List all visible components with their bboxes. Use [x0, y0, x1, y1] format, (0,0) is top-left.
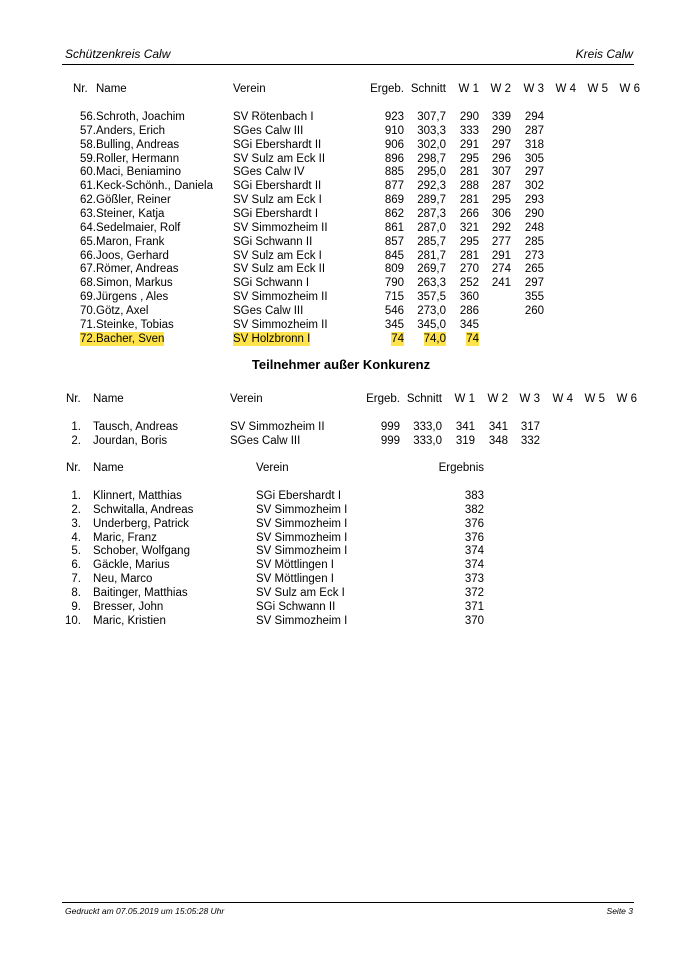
cell-nr: 10.	[65, 614, 81, 627]
header-title: Schützenkreis Calw	[65, 47, 171, 61]
column-header-w2: W 2	[487, 393, 508, 405]
cell-schnitt: 287,3	[417, 207, 446, 220]
cell-verein: SGi Ebershardt I	[256, 490, 342, 502]
cell-w1: 281	[459, 194, 479, 207]
cell-ergeb: 896	[384, 152, 404, 165]
cell-w3: 302	[524, 180, 544, 193]
cell-nr: 9.	[71, 600, 81, 613]
cell-w3: 332	[520, 435, 540, 447]
cell-w2: 241	[491, 277, 511, 290]
table-row	[0, 544, 682, 558]
table-row	[0, 152, 682, 166]
cell-ergeb: 790	[384, 277, 404, 290]
cell-nr: 4.	[71, 531, 81, 544]
cell-verein: SV Sulz am Eck II	[233, 152, 326, 165]
cell-verein: SV Sulz am Eck II	[233, 263, 326, 276]
cell-verein: SGes Calw III	[230, 435, 301, 447]
table-row	[0, 193, 682, 207]
cell-name: Underberg, Patrick	[93, 517, 189, 530]
cell-ergebnis: 376	[464, 517, 484, 530]
column-header-name: Name	[93, 462, 124, 474]
cell-name: Römer, Andreas	[96, 263, 179, 276]
cell-w1: 333	[459, 124, 479, 137]
cell-schnitt: 269,7	[417, 263, 446, 276]
cell-w2: 307	[491, 166, 511, 179]
cell-verein: SV Simmozheim I	[256, 503, 348, 516]
cell-w2: 290	[491, 124, 511, 137]
table-row	[0, 503, 682, 517]
table-row	[0, 221, 682, 235]
cell-name: Schroth, Joachim	[96, 111, 185, 123]
cell-name: Steiner, Katja	[96, 207, 165, 220]
table-row	[0, 614, 682, 628]
cell-name: Roller, Hermann	[96, 152, 180, 165]
section-title: Teilnehmer außer Konkurenz	[251, 357, 431, 372]
cell-verein: SGi Schwann II	[233, 235, 313, 248]
cell-schnitt: 289,7	[417, 194, 446, 207]
table-row	[0, 586, 682, 600]
cell-name: Sedelmaier, Rolf	[96, 221, 181, 234]
column-header-nr: Nr.	[66, 462, 81, 474]
cell-verein: SV Simmozheim II	[233, 291, 328, 304]
column-header-w3: W 3	[523, 83, 544, 95]
cell-name: Götz, Axel	[96, 304, 149, 317]
cell-w1: 288	[459, 180, 479, 193]
cell-w3: 285	[524, 235, 544, 248]
column-header-verein: Verein	[230, 393, 263, 405]
column-header-nr: Nr.	[73, 83, 88, 95]
cell-w2: 277	[491, 235, 511, 248]
cell-verein: SGi Ebershardt I	[233, 207, 319, 220]
column-header-verein: Verein	[256, 462, 289, 474]
column-header-schnitt: Schnitt	[410, 83, 446, 95]
cell-w3: 293	[524, 194, 544, 207]
cell-ergeb: 999	[380, 421, 400, 433]
cell-nr: 6.	[71, 559, 81, 572]
cell-verein: SGi Schwann II	[256, 600, 336, 613]
cell-w3: 260	[524, 304, 544, 317]
table-row	[0, 318, 682, 332]
cell-w2: 297	[491, 138, 511, 151]
cell-verein: SV Sulz am Eck I	[233, 249, 322, 262]
cell-schnitt: 295,0	[417, 166, 446, 179]
cell-verein: SGi Ebershardt II	[233, 138, 322, 151]
table-row	[0, 517, 682, 531]
table-row	[0, 124, 682, 138]
column-header-w4: W 4	[555, 83, 576, 95]
table-row	[0, 332, 682, 346]
cell-schnitt: 298,7	[417, 152, 446, 165]
table-row	[0, 558, 682, 572]
cell-name: Schwitalla, Andreas	[93, 503, 194, 516]
cell-verein: SGi Schwann I	[233, 277, 310, 290]
cell-verein: SV Rötenbach I	[233, 111, 314, 123]
cell-w1: 252	[459, 277, 479, 290]
column-header-w2: W 2	[490, 83, 511, 95]
cell-w3: 290	[524, 207, 544, 220]
header-divider	[62, 64, 634, 65]
cell-w2: 348	[488, 435, 508, 447]
cell-verein: SV Simmozheim I	[256, 545, 348, 558]
cell-nr: 7.	[71, 573, 81, 586]
cell-schnitt: 281,7	[417, 249, 446, 262]
cell-verein: SGi Ebershardt II	[233, 180, 322, 193]
cell-name: Baitinger, Matthias	[93, 586, 188, 599]
cell-name: Anders, Erich	[96, 124, 166, 137]
table-row	[0, 304, 682, 318]
table-row	[0, 207, 682, 221]
cell-ergeb: 809	[384, 263, 404, 276]
table-row	[0, 572, 682, 586]
cell-ergeb: 74	[391, 332, 404, 345]
cell-w3: 317	[520, 421, 540, 433]
cell-nr: 62.	[80, 194, 96, 207]
cell-verein: SV Sulz am Eck I	[233, 194, 322, 207]
cell-ergeb: 862	[384, 207, 404, 220]
column-header-w1: W 1	[454, 393, 475, 405]
cell-nr: 5.	[71, 545, 81, 558]
cell-ergebnis: 370	[464, 614, 484, 627]
cell-ergeb: 923	[384, 111, 404, 123]
column-header-ergeb: Ergeb.	[370, 83, 404, 95]
cell-schnitt: 292,3	[417, 180, 446, 193]
table-row	[0, 489, 682, 503]
cell-name: Gößler, Reiner	[96, 194, 171, 207]
column-header-nr: Nr.	[66, 393, 81, 405]
cell-verein: SGes Calw IV	[233, 166, 305, 179]
column-header-w5: W 5	[587, 83, 608, 95]
cell-nr: 66.	[80, 249, 96, 262]
column-header-w4: W 4	[552, 393, 573, 405]
cell-ergebnis: 372	[464, 586, 484, 599]
footer-divider	[62, 902, 634, 903]
footer-page: Seite 3	[606, 906, 633, 916]
cell-w3: 294	[524, 111, 544, 123]
cell-w1: 266	[459, 207, 479, 220]
column-header-w6: W 6	[616, 393, 637, 405]
cell-w2: 295	[491, 194, 511, 207]
cell-name: Tausch, Andreas	[93, 421, 179, 433]
cell-w1: 295	[459, 235, 479, 248]
cell-nr: 56.	[80, 111, 96, 123]
cell-w1: 286	[459, 304, 479, 317]
column-header-w5: W 5	[584, 393, 605, 405]
cell-w2: 306	[491, 207, 511, 220]
cell-w3: 297	[524, 277, 544, 290]
cell-schnitt: 273,0	[417, 304, 446, 317]
cell-name: Simon, Markus	[96, 277, 173, 290]
cell-w1: 290	[459, 111, 479, 123]
footer-printed: Gedruckt am 07.05.2019 um 15:05:28 Uhr	[65, 906, 225, 916]
cell-schnitt: 333,0	[413, 435, 442, 447]
cell-nr: 1.	[71, 490, 81, 502]
cell-nr: 67.	[80, 263, 96, 276]
cell-verein: SV Möttlingen I	[256, 559, 334, 572]
cell-nr: 60.	[80, 166, 96, 179]
cell-schnitt: 357,5	[417, 291, 446, 304]
cell-w3: 305	[524, 152, 544, 165]
cell-verein: SV Simmozheim I	[256, 531, 348, 544]
cell-w1: 341	[455, 421, 475, 433]
table-row	[0, 165, 682, 179]
cell-verein: SGes Calw III	[233, 304, 304, 317]
cell-name: Jourdan, Boris	[93, 435, 168, 447]
cell-name: Maci, Beniamino	[96, 166, 182, 179]
cell-w2: 287	[491, 180, 511, 193]
cell-nr: 61.	[80, 180, 96, 193]
cell-nr: 70.	[80, 304, 96, 317]
cell-name: Klinnert, Matthias	[93, 490, 182, 502]
cell-name: Bresser, John	[93, 600, 164, 613]
table-row	[0, 262, 682, 276]
cell-ergeb: 999	[380, 435, 400, 447]
cell-nr: 2.	[71, 503, 81, 516]
column-header-w3: W 3	[519, 393, 540, 405]
cell-schnitt: 307,7	[417, 111, 446, 123]
cell-w3: 355	[524, 291, 544, 304]
cell-schnitt: 345,0	[417, 318, 446, 331]
cell-w3: 287	[524, 124, 544, 137]
cell-name: Keck-Schönh., Daniela	[96, 180, 213, 193]
cell-ergeb: 345	[384, 318, 404, 331]
cell-name: Maron, Frank	[96, 235, 165, 248]
cell-w1: 295	[459, 152, 479, 165]
cell-verein: SV Simmozheim II	[233, 221, 328, 234]
table-row	[0, 276, 682, 290]
cell-verein: SGes Calw III	[233, 124, 304, 137]
cell-ergeb: 885	[384, 166, 404, 179]
header-district: Kreis Calw	[575, 47, 633, 61]
column-header-schnitt: Schnitt	[406, 393, 442, 405]
cell-ergebnis: 371	[464, 600, 484, 613]
cell-w2: 296	[491, 152, 511, 165]
cell-nr: 71.	[80, 318, 96, 331]
cell-nr: 64.	[80, 221, 96, 234]
cell-name: Bacher, Sven	[96, 332, 165, 345]
cell-ergeb: 910	[384, 124, 404, 137]
cell-nr: 59.	[80, 152, 96, 165]
cell-schnitt: 285,7	[417, 235, 446, 248]
cell-ergeb: 877	[384, 180, 404, 193]
cell-nr: 8.	[71, 586, 81, 599]
table-row	[0, 600, 682, 614]
cell-nr: 1.	[71, 421, 81, 433]
table-row	[0, 249, 682, 263]
cell-nr: 57.	[80, 124, 96, 137]
cell-ergeb: 715	[384, 291, 404, 304]
cell-name: Gäckle, Marius	[93, 559, 170, 572]
cell-nr: 63.	[80, 207, 96, 220]
cell-w3: 248	[524, 221, 544, 234]
cell-ergeb: 906	[384, 138, 404, 151]
table-header-row	[0, 82, 682, 96]
cell-w1: 321	[459, 221, 479, 234]
cell-w3: 273	[524, 249, 544, 262]
cell-verein: SV Simmozheim I	[256, 614, 348, 627]
cell-w2: 274	[491, 263, 511, 276]
cell-ergebnis: 374	[464, 545, 484, 558]
table-row	[0, 110, 682, 124]
cell-schnitt: 74,0	[423, 332, 446, 345]
cell-ergebnis: 382	[464, 503, 484, 516]
cell-verein: SV Simmozheim II	[230, 421, 325, 433]
cell-ergeb: 861	[384, 221, 404, 234]
column-header-ergebnis: Ergebnis	[438, 462, 484, 474]
cell-w2: 341	[488, 421, 508, 433]
cell-ergeb: 546	[384, 304, 404, 317]
table-row	[0, 420, 682, 434]
cell-w1: 74	[466, 332, 479, 345]
cell-name: Jürgens , Ales	[96, 291, 169, 304]
table-header-row	[0, 461, 682, 475]
cell-name: Neu, Marco	[93, 573, 153, 586]
cell-name: Maric, Kristien	[93, 614, 166, 627]
cell-ergeb: 845	[384, 249, 404, 262]
cell-w3: 265	[524, 263, 544, 276]
cell-name: Bulling, Andreas	[96, 138, 180, 151]
cell-verein: SV Simmozheim I	[256, 517, 348, 530]
cell-ergeb: 857	[384, 235, 404, 248]
cell-ergebnis: 376	[464, 531, 484, 544]
cell-name: Steinke, Tobias	[96, 318, 174, 331]
cell-verein: SV Möttlingen I	[256, 573, 334, 586]
cell-schnitt: 263,3	[417, 277, 446, 290]
cell-name: Joos, Gerhard	[96, 249, 169, 262]
cell-w3: 297	[524, 166, 544, 179]
cell-name: Maric, Franz	[93, 531, 157, 544]
cell-nr: 68.	[80, 277, 96, 290]
cell-schnitt: 303,3	[417, 124, 446, 137]
cell-schnitt: 287,0	[417, 221, 446, 234]
cell-verein: SV Sulz am Eck I	[256, 586, 345, 599]
cell-ergebnis: 383	[464, 490, 484, 502]
table-header-row	[0, 392, 682, 406]
cell-w2: 339	[491, 111, 511, 123]
cell-w1: 319	[455, 435, 475, 447]
table-row	[0, 235, 682, 249]
cell-w3: 318	[524, 138, 544, 151]
cell-w1: 360	[459, 291, 479, 304]
table-row	[0, 434, 682, 448]
table-row	[0, 531, 682, 545]
cell-verein: SV Simmozheim II	[233, 318, 328, 331]
column-header-name: Name	[93, 393, 124, 405]
cell-w2: 291	[491, 249, 511, 262]
table-row	[0, 138, 682, 152]
cell-w1: 270	[459, 263, 479, 276]
cell-name: Schober, Wolfgang	[93, 545, 190, 558]
cell-nr: 65.	[80, 235, 96, 248]
cell-ergebnis: 374	[464, 559, 484, 572]
cell-schnitt: 333,0	[413, 421, 442, 433]
column-header-w6: W 6	[619, 83, 640, 95]
cell-w1: 291	[459, 138, 479, 151]
cell-ergebnis: 373	[464, 573, 484, 586]
cell-w1: 345	[459, 318, 479, 331]
cell-w1: 281	[459, 249, 479, 262]
cell-nr: 69.	[80, 291, 96, 304]
column-header-ergeb: Ergeb.	[366, 393, 400, 405]
cell-nr: 3.	[71, 517, 81, 530]
cell-nr: 58.	[80, 138, 96, 151]
column-header-name: Name	[96, 83, 127, 95]
cell-schnitt: 302,0	[417, 138, 446, 151]
table-row	[0, 179, 682, 193]
cell-ergeb: 869	[384, 194, 404, 207]
cell-nr: 72.	[80, 332, 96, 345]
column-header-verein: Verein	[233, 83, 266, 95]
cell-nr: 2.	[71, 435, 81, 447]
table-row	[0, 290, 682, 304]
cell-w1: 281	[459, 166, 479, 179]
column-header-w1: W 1	[458, 83, 479, 95]
cell-verein: SV Holzbronn I	[233, 332, 311, 345]
cell-w2: 292	[491, 221, 511, 234]
